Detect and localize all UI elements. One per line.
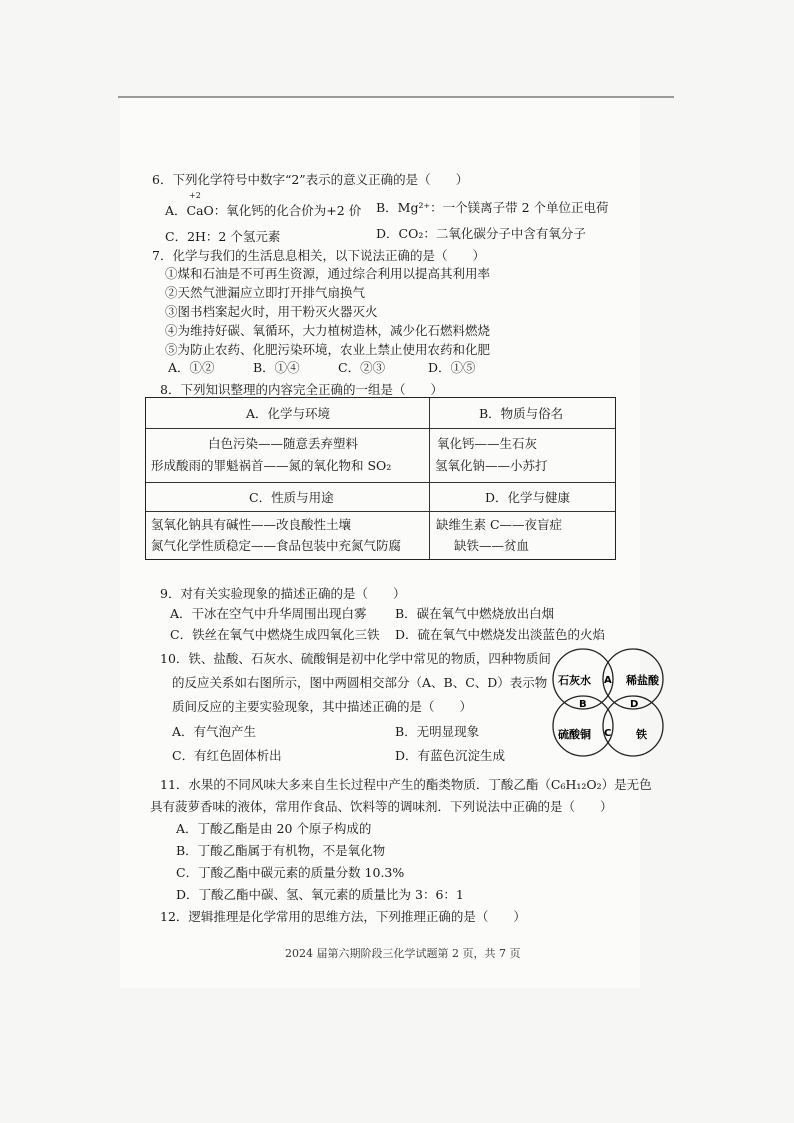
venn-label-hydrochloric-acid: 稀盐酸	[626, 674, 659, 687]
q8-b-line-1: 氧化钙——生石灰	[437, 436, 538, 451]
table-divider	[146, 511, 615, 512]
q10-option-a: A．有气泡产生	[172, 724, 257, 739]
q11-option-b: B．丁酸乙酯属于有机物，不是氧化物	[176, 843, 386, 858]
q7-item-5: ⑤为防止农药、化肥污染环境，农业上禁止使用农药和化肥	[165, 342, 491, 357]
q10-option-b: B．无明显现象	[395, 724, 480, 739]
q10-stem-line-1: 10．铁、盐酸、石灰水、硫酸铜是初中化学中常见的物质，四种物质间	[160, 651, 551, 666]
q11-option-c: C．丁酸乙酯中碳元素的质量分数 10.3%	[176, 865, 405, 880]
q8-a-line-1: 白色污染——随意丢弃塑料	[208, 436, 359, 451]
q8-b-title: B．物质与俗名	[479, 406, 564, 421]
venn-diagram	[550, 644, 668, 760]
q6-option-d: D．CO₂：二氧化碳分子中含有氧分子	[376, 226, 586, 241]
q8-c-line-1: 氢氧化钠具有碱性——改良酸性土壤	[151, 517, 352, 532]
q8-a-title: A．化学与环境	[246, 406, 331, 421]
q10-stem-line-2: 的反应关系如右图所示，图中两圆相交部分（A、B、C、D）表示物	[172, 675, 548, 690]
q7-option-b: B．①④	[253, 360, 300, 375]
q8-c-line-2: 氮气化学性质稳定——食品包装中充氮气防腐	[151, 538, 402, 553]
q11-stem-line-1: 11．水果的不同风味大多来自生长过程中产生的酯类物质．丁酸乙酯（C₆H₁₂O₂）是无色	[160, 777, 652, 792]
q9-option-c: C．铁丝在氧气中燃烧生成四氧化三铁	[170, 627, 380, 642]
venn-label-limewater: 石灰水	[558, 674, 591, 687]
q7-item-2: ②天然气泄漏应立即打开排气扇换气	[165, 285, 366, 300]
q9-option-b: B．碳在氧气中燃烧放出白烟	[395, 606, 555, 621]
q8-d-title: D．化学与健康	[485, 490, 571, 505]
q8-b-line-2: 氢氧化钠——小苏打	[435, 458, 548, 473]
q7-option-a: A．①②	[168, 360, 215, 375]
venn-region-b: B	[579, 699, 587, 710]
q6-option-a: A．CaO：氧化钙的化合价为+2 价	[165, 203, 362, 218]
venn-region-a: A	[604, 675, 612, 686]
q9-option-d: D．硫在氧气中燃烧发出淡蓝色的火焰	[395, 627, 606, 642]
q10-option-d: D．有蓝色沉淀生成	[395, 748, 506, 763]
q6-option-b: B．Mg²⁺：一个镁离子带 2 个单位正电荷	[376, 200, 609, 215]
q6-stem: 6．下列化学符号中数字“2”表示的意义正确的是（ ）	[152, 172, 469, 187]
venn-label-iron: 铁	[636, 728, 647, 741]
q7-stem: 7．化学与我们的生活息息相关，以下说法正确的是（ ）	[152, 248, 485, 263]
table-divider-vertical	[429, 398, 430, 559]
q11-option-d: D．丁酸乙酯中碳、氢、氧元素的质量比为 3：6：1	[176, 887, 464, 902]
q9-stem: 9．对有关实验现象的描述正确的是（ ）	[160, 586, 406, 601]
q7-option-d: D．①⑤	[428, 360, 476, 375]
q7-item-4: ④为维持好碳、氧循环，大力植树造林，减少化石燃料燃烧	[165, 323, 491, 338]
q7-item-1: ①煤和石油是不可再生资源，通过综合利用以提高其利用率	[165, 266, 491, 281]
q8-d-line-1: 缺维生素 C——夜盲症	[436, 517, 563, 532]
q10-option-c: C．有红色固体析出	[172, 748, 282, 763]
q7-item-3: ③图书档案起火时，用干粉灭火器灭火	[165, 304, 378, 319]
venn-label-copper-sulfate: 硫酸铜	[558, 728, 591, 741]
venn-region-d: D	[630, 699, 639, 710]
q11-stem-line-2: 具有菠萝香味的液体，常用作食品、饮料等的调味剂．下列说法中正确的是（ ）	[150, 799, 613, 814]
venn-region-c: C	[604, 728, 612, 739]
q7-option-c: C．②③	[338, 360, 386, 375]
table-divider	[146, 482, 615, 483]
q12-stem: 12．逻辑推理是化学常用的思维方法，下列推理正确的是（ ）	[160, 909, 526, 924]
q8-d-line-2: 缺铁——贫血	[454, 538, 530, 553]
q8-stem: 8．下列知识整理的内容完全正确的一组是（ ）	[160, 382, 443, 397]
page-footer: 2024 届第六期阶段三化学试题第 2 页，共 7 页	[285, 947, 521, 960]
q11-option-a: A．丁酸乙酯是由 20 个原子构成的	[176, 821, 372, 836]
q6-option-c: C．2H：2 个氢元素	[165, 229, 281, 244]
table-divider	[146, 428, 615, 429]
q6-a-superscript: +2	[189, 191, 201, 200]
q8-a-line-2: 形成酸雨的罪魁祸首——氮的氧化物和 SO₂	[151, 458, 392, 473]
q9-option-a: A．干冰在空气中升华周围出现白雾	[170, 606, 367, 621]
q10-stem-line-3: 质间反应的主要实验现象，其中描述正确的是（ ）	[172, 699, 473, 714]
q8-c-title: C．性质与用途	[249, 490, 334, 505]
q8-table	[145, 397, 616, 560]
